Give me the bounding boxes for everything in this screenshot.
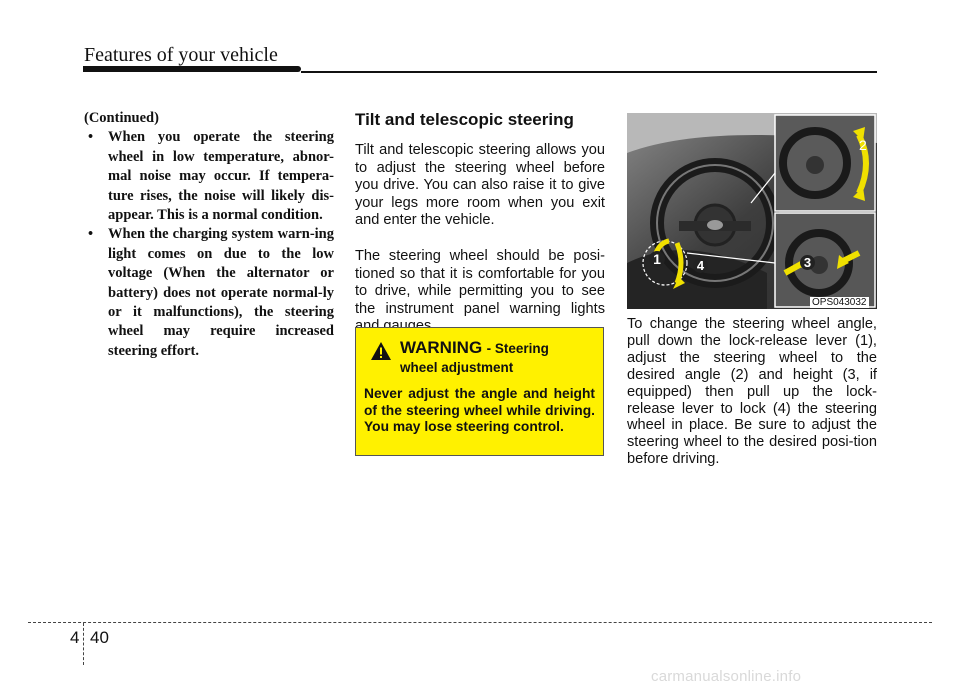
footer-divider bbox=[83, 623, 84, 665]
chapter-number: 4 bbox=[70, 628, 80, 647]
figure-label-3: 3 bbox=[800, 255, 815, 270]
figure-label-1: 1 bbox=[649, 251, 665, 267]
bullet-item-charging-system bbox=[84, 225, 334, 361]
warning-subtitle-line2: wheel adjustment bbox=[400, 360, 514, 375]
steering-illustration bbox=[627, 113, 877, 309]
warning-body: Never adjust the angle and height of the steering wheel while driving. You may lose steering control. bbox=[364, 386, 595, 435]
figure-code: OPS043032 bbox=[812, 297, 867, 308]
warning-box bbox=[355, 327, 604, 456]
warning-title: WARNING bbox=[400, 338, 483, 357]
bullet-text: When the charging system warn-ing light comes on due to the low voltage (When the alternator or battery) does not operate normal-ly or it malfunctions), the steering wheel may require increased steering effort. bbox=[108, 226, 334, 359]
warning-triangle-icon bbox=[370, 341, 392, 361]
figure-label-2: 2 bbox=[859, 137, 867, 153]
bullet-text: When you operate the steering wheel in low temperature, abnor-mal noise may occur. If tempera-ture rises, the noise will likely dis-appear. This is a normal condition. bbox=[108, 129, 334, 224]
steering-figure bbox=[627, 113, 877, 309]
bullet-item-low-temperature bbox=[84, 128, 334, 225]
header-rule-thick bbox=[83, 66, 301, 72]
page-header-title: Features of your vehicle bbox=[84, 44, 278, 66]
warning-subtitle: - Steering bbox=[486, 341, 549, 356]
middle-column bbox=[355, 110, 605, 354]
continued-label: (Continued) bbox=[84, 110, 159, 126]
figure-label-4: 4 bbox=[693, 258, 708, 273]
body-paragraph-2: The steering wheel should be posi-tioned so that it is comfortable for you to drive, while permitting you to see the instrument panel warning lights bbox=[355, 247, 605, 317]
warning-header bbox=[364, 340, 595, 361]
footer-rule bbox=[28, 622, 932, 623]
bullet-dot: • bbox=[88, 129, 94, 146]
left-column bbox=[84, 109, 334, 361]
watermark: carmanualsonline.info bbox=[651, 668, 802, 685]
section-heading: Tilt and telescopic steering bbox=[355, 110, 574, 129]
instructions-paragraph: To change the steering wheel angle, pull down the lock-release lever (1), adjust the steering wheel to the desired angle (2) and height (3, if equipped) then pull up the lock-release lever to lock (4) the steering wheel in place. Be sure to adjust the steering wheel to the desired posi-tion before driving. bbox=[627, 316, 877, 468]
header-rule-thin bbox=[301, 71, 877, 73]
bullet-dot: • bbox=[88, 226, 94, 243]
body-paragraph-1: Tilt and telescopic steering allows you to adjust the steering wheel before you drive. You can also raise it to give your legs more room when you exit and enter the vehicle. bbox=[355, 142, 605, 229]
page-number: 40 bbox=[90, 628, 109, 647]
